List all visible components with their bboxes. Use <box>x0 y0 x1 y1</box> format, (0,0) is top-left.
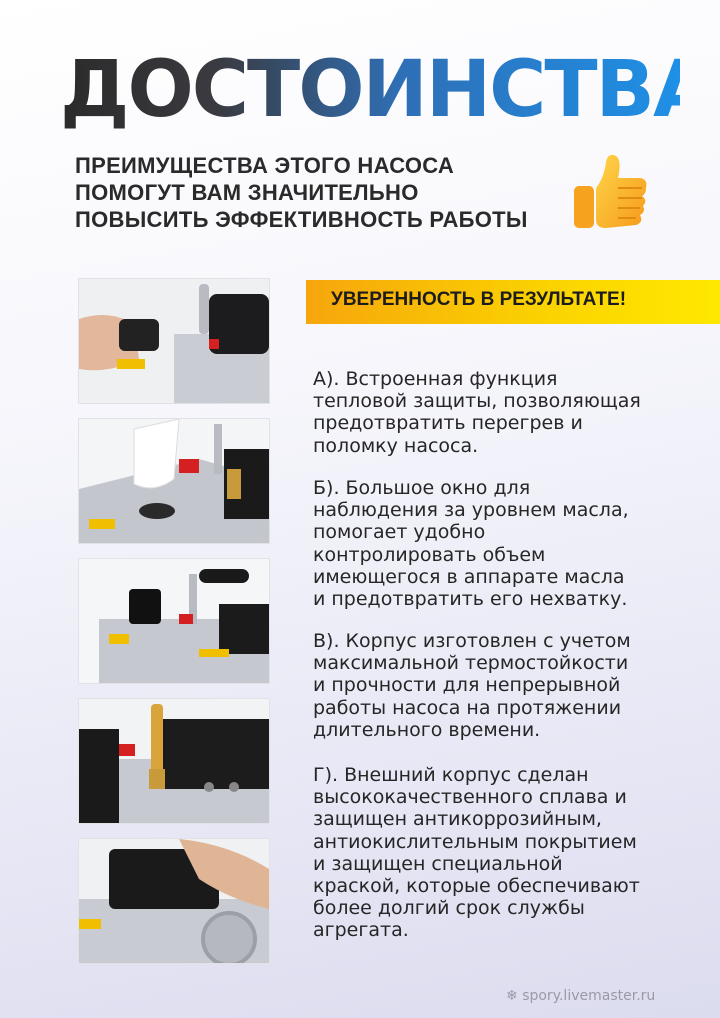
paragraph-line: Б). Большое окно для <box>313 477 531 499</box>
subtitle-line: ПОМОГУТ ВАМ ЗНАЧИТЕЛЬНО <box>75 180 419 205</box>
product-photo <box>78 558 270 684</box>
paragraph-line: наблюдения за уровнем масла, <box>313 499 629 522</box>
page-title: ДОСТОИНСТВА <box>60 40 680 140</box>
paragraph-line: контролировать объем <box>313 543 546 566</box>
watermark <box>506 988 655 1004</box>
paragraph-line: и предотвратить его нехватку. <box>313 588 628 611</box>
paragraph-line: длительного времени. <box>313 718 541 741</box>
paragraph-line: антиокислительным покрытием <box>313 830 637 853</box>
paragraph-line: предотвратить перегрев и <box>313 412 583 435</box>
feature-paragraph <box>313 630 673 741</box>
watermark-text: spory.livemaster.ru <box>522 988 656 1004</box>
subtitle <box>75 152 575 233</box>
paragraph-line: работы насоса на протяжении <box>313 696 622 719</box>
paragraph-line: более долгий срок службы <box>313 897 585 920</box>
paragraph-line: защищен антикоррозийным, <box>313 808 602 831</box>
thumbs-up-icon <box>566 148 650 240</box>
product-photo <box>78 838 270 964</box>
feature-paragraph <box>313 368 673 457</box>
paragraph-line: тепловой защиты, позволяющая <box>313 390 641 413</box>
paragraph-line: поломку насоса. <box>313 434 479 457</box>
paragraph-line: краской, которые обеспечивают <box>313 875 640 898</box>
product-photos <box>78 278 268 978</box>
paragraph-line: В). Корпус изготовлен с учетом <box>313 630 631 652</box>
paragraph-line: имеющегося в аппарате масла <box>313 565 625 588</box>
feature-paragraph <box>313 764 673 942</box>
product-photo <box>78 278 270 404</box>
paragraph-line: агрегата. <box>313 919 409 942</box>
snowflake-icon: ❄ <box>506 988 518 1004</box>
subtitle-line: ПРЕИМУЩЕСТВА ЭТОГО НАСОСА <box>75 153 455 178</box>
banner-text: УВЕРЕННОСТЬ В РЕЗУЛЬТАТЕ! <box>331 289 627 310</box>
paragraph-line: и прочности для непрерывной <box>313 674 621 697</box>
paragraph-line: помогает удобно <box>313 521 486 544</box>
paragraph-line: и защищен специальной <box>313 852 563 875</box>
product-photo <box>78 698 270 824</box>
paragraph-line: А). Встроенная функция <box>313 368 558 390</box>
subtitle-line: ПОВЫСИТЬ ЭФФЕКТИВНОСТЬ РАБОТЫ <box>75 207 528 232</box>
paragraph-line: высококачественного сплава и <box>313 786 627 809</box>
paragraph-line: максимальной термостойкости <box>313 652 629 675</box>
product-photo <box>78 418 270 544</box>
paragraph-line: Г). Внешний корпус сделан <box>313 764 589 786</box>
highlight-banner <box>306 280 720 324</box>
feature-paragraph <box>313 477 673 610</box>
